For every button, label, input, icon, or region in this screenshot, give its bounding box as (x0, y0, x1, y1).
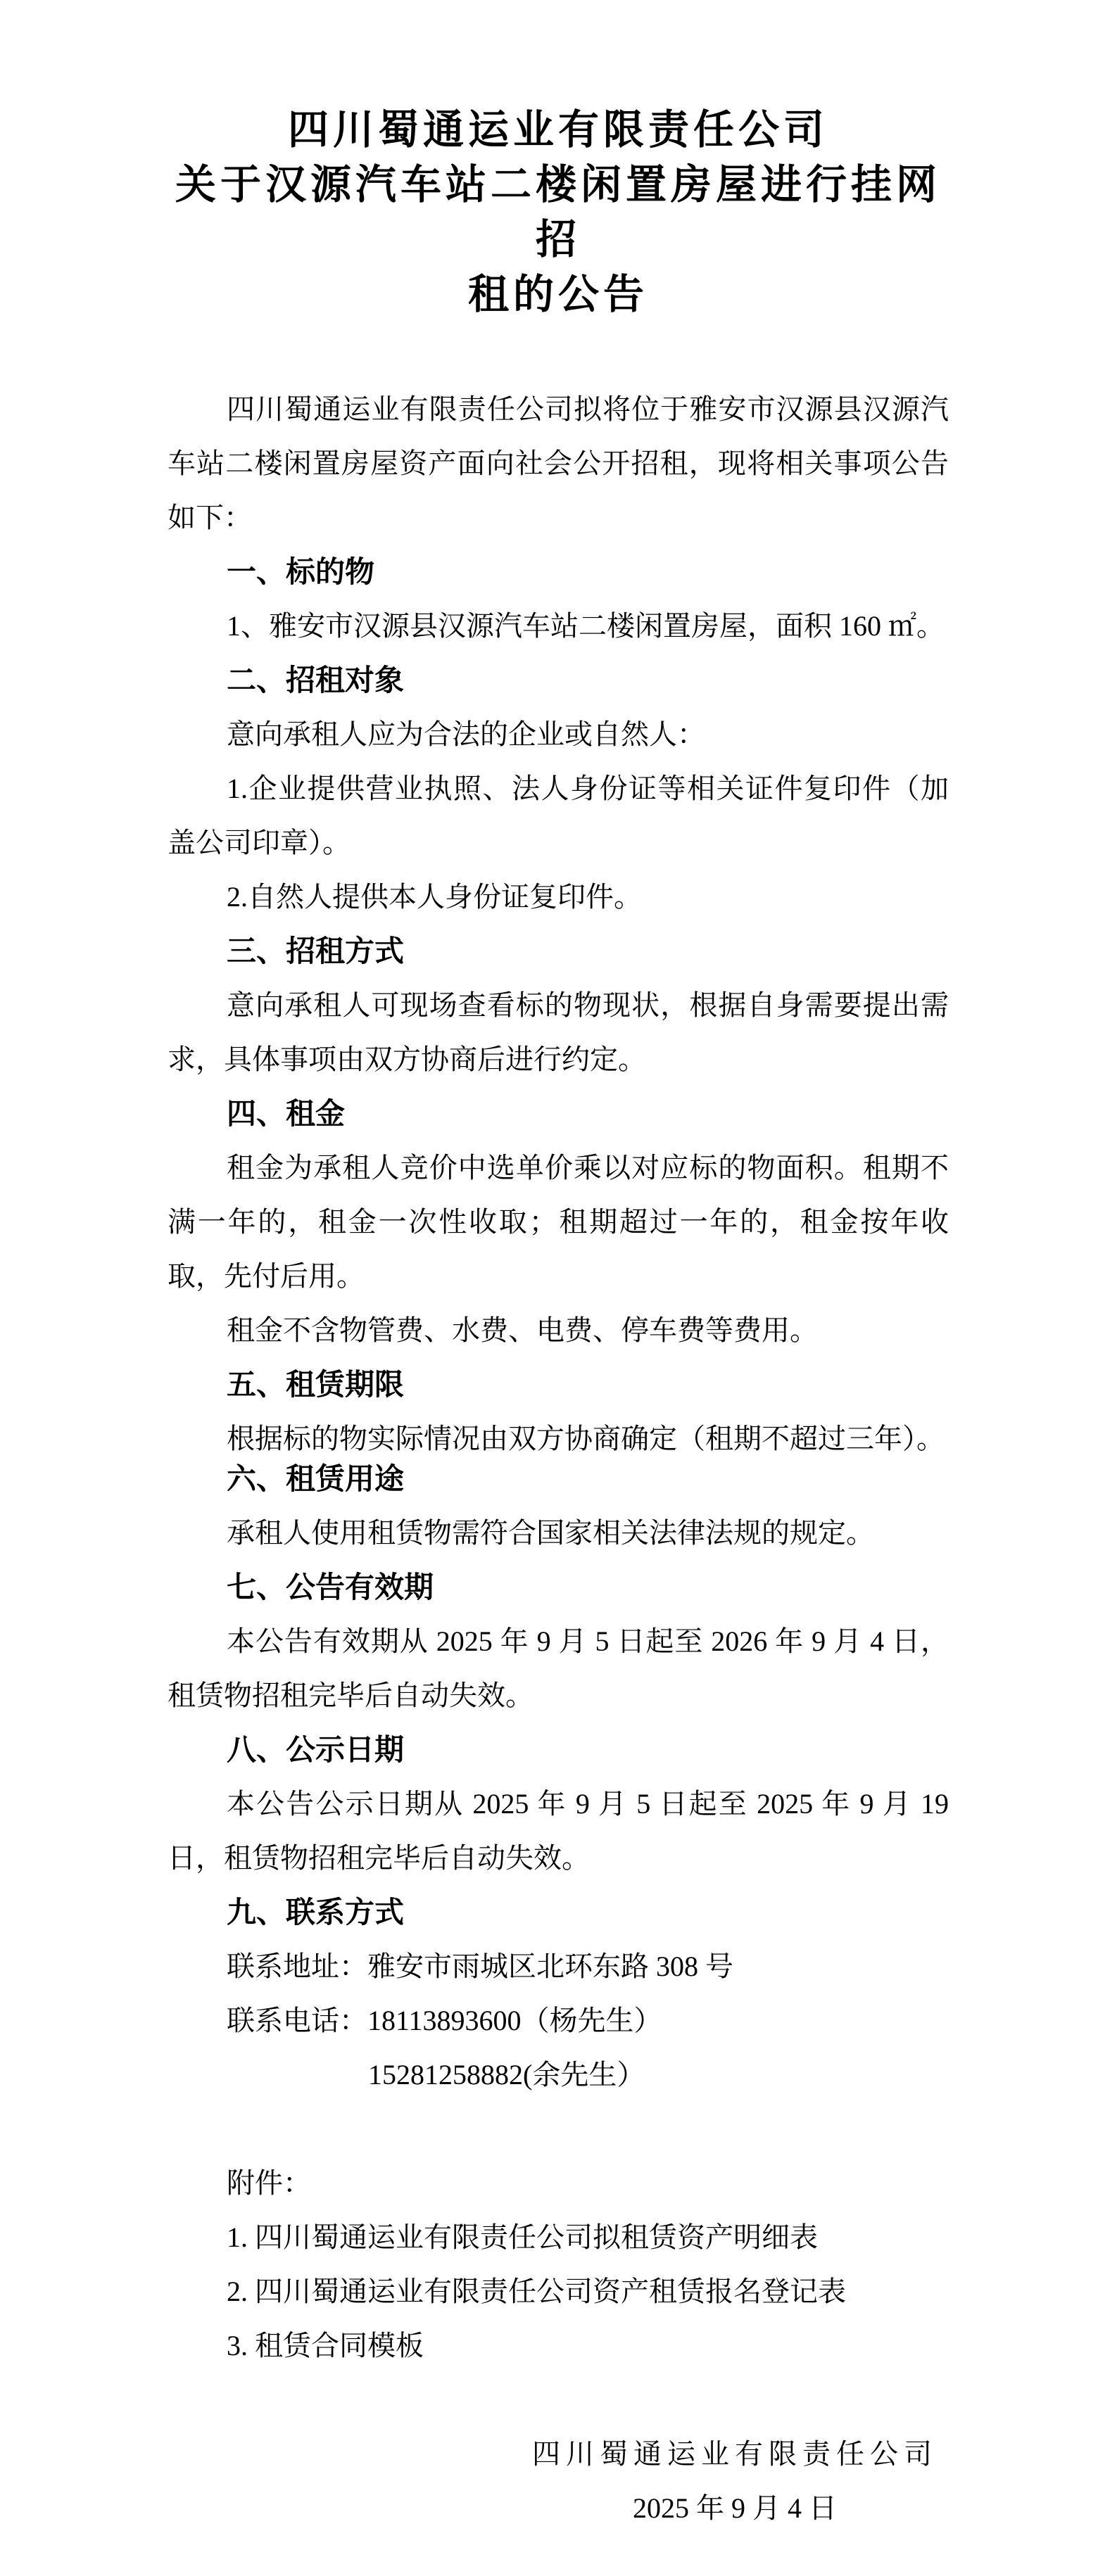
signature-block (168, 2427, 949, 2535)
attachments-label: 附件： (227, 2167, 311, 2199)
signature-company: 四川蜀通运业有限责任公司 (532, 2438, 938, 2470)
document-title (168, 103, 949, 322)
section-paragraph: 本公告公示日期从 2025 年 9 月 5 日起至 2025 年 9 月 19 日，租赁物招租完毕后自动失效。 (168, 1788, 949, 1874)
sections-container (168, 545, 949, 2102)
section-paragraph: 联系地址：雅安市雨城区北环东路 308 号 (227, 1950, 733, 1982)
section-paragraph: 意向承租人可现场查看标的物现状，根据自身需要提出需求，具体事项由双方协商后进行约定。 (168, 989, 949, 1075)
section-heading: 七、公告有效期 (227, 1571, 434, 1604)
section-paragraph: 联系电话：18113893600（杨先生） (227, 2005, 662, 2036)
section-paragraph: 租金不含物管费、水费、电费、停车费等费用。 (227, 1314, 818, 1346)
section-heading: 一、标的物 (227, 555, 375, 588)
section-heading: 六、租赁用途 (227, 1462, 405, 1495)
section-heading: 五、租赁期限 (227, 1368, 405, 1401)
attachment-item: 1. 四川蜀通运业有限责任公司拟租赁资产明细表 (227, 2221, 818, 2253)
section-heading: 四、租金 (227, 1097, 346, 1130)
section-paragraph: 2.自然人提供本人身份证复印件。 (227, 881, 642, 913)
section-paragraph: 1、雅安市汉源县汉源汽车站二楼闲置房屋，面积 160 ㎡。 (227, 610, 945, 642)
section-heading: 二、招租对象 (227, 664, 405, 697)
section-heading: 八、公示日期 (227, 1733, 405, 1766)
section-paragraph: 根据标的物实际情况由双方协商确定（租期不超过三年）。 (227, 1423, 945, 1454)
section-paragraph: 15281258882(余先生） (368, 2059, 645, 2090)
intro-paragraph: 四川蜀通运业有限责任公司拟将位于雅安市汉源县汉源汽车站二楼闲置房屋资产面向社会公开招租，现将相关事项公告如下： (168, 393, 949, 533)
signature-date: 2025 年 9 月 4 日 (633, 2492, 837, 2524)
section-paragraph: 1.企业提供营业执照、法人身份证等相关证件复印件（加盖公司印章）。 (168, 773, 949, 858)
attachments-block (168, 2156, 949, 2373)
section-paragraph: 租金为承租人竞价中选单价乘以对应标的物面积。租期不满一年的，租金一次性收取；租期超过一年的，租金按年收取，先付后用。 (168, 1152, 949, 1292)
section-paragraph: 意向承租人应为合法的企业或自然人： (227, 718, 705, 750)
document-title-line-3: 租的公告 (467, 272, 648, 317)
attachment-item: 2. 四川蜀通运业有限责任公司资产租赁报名登记表 (227, 2276, 846, 2307)
document-title-line-2: 关于汉源汽车站二楼闲置房屋进行挂网招 (175, 162, 941, 262)
section-paragraph: 本公告有效期从 2025 年 9 月 5 日起至 2026 年 9 月 4 日，租赁物招租完毕后自动失效。 (168, 1625, 949, 1711)
attachment-item: 3. 租赁合同模板 (227, 2330, 424, 2361)
section-heading: 九、联系方式 (227, 1896, 405, 1929)
section-heading: 三、招租方式 (227, 934, 405, 967)
document-title-line-1: 四川蜀通运业有限责任公司 (287, 107, 828, 153)
attachments-list (168, 2210, 949, 2373)
section-paragraph: 承租人使用租赁物需符合国家相关法律法规的规定。 (227, 1517, 874, 1549)
